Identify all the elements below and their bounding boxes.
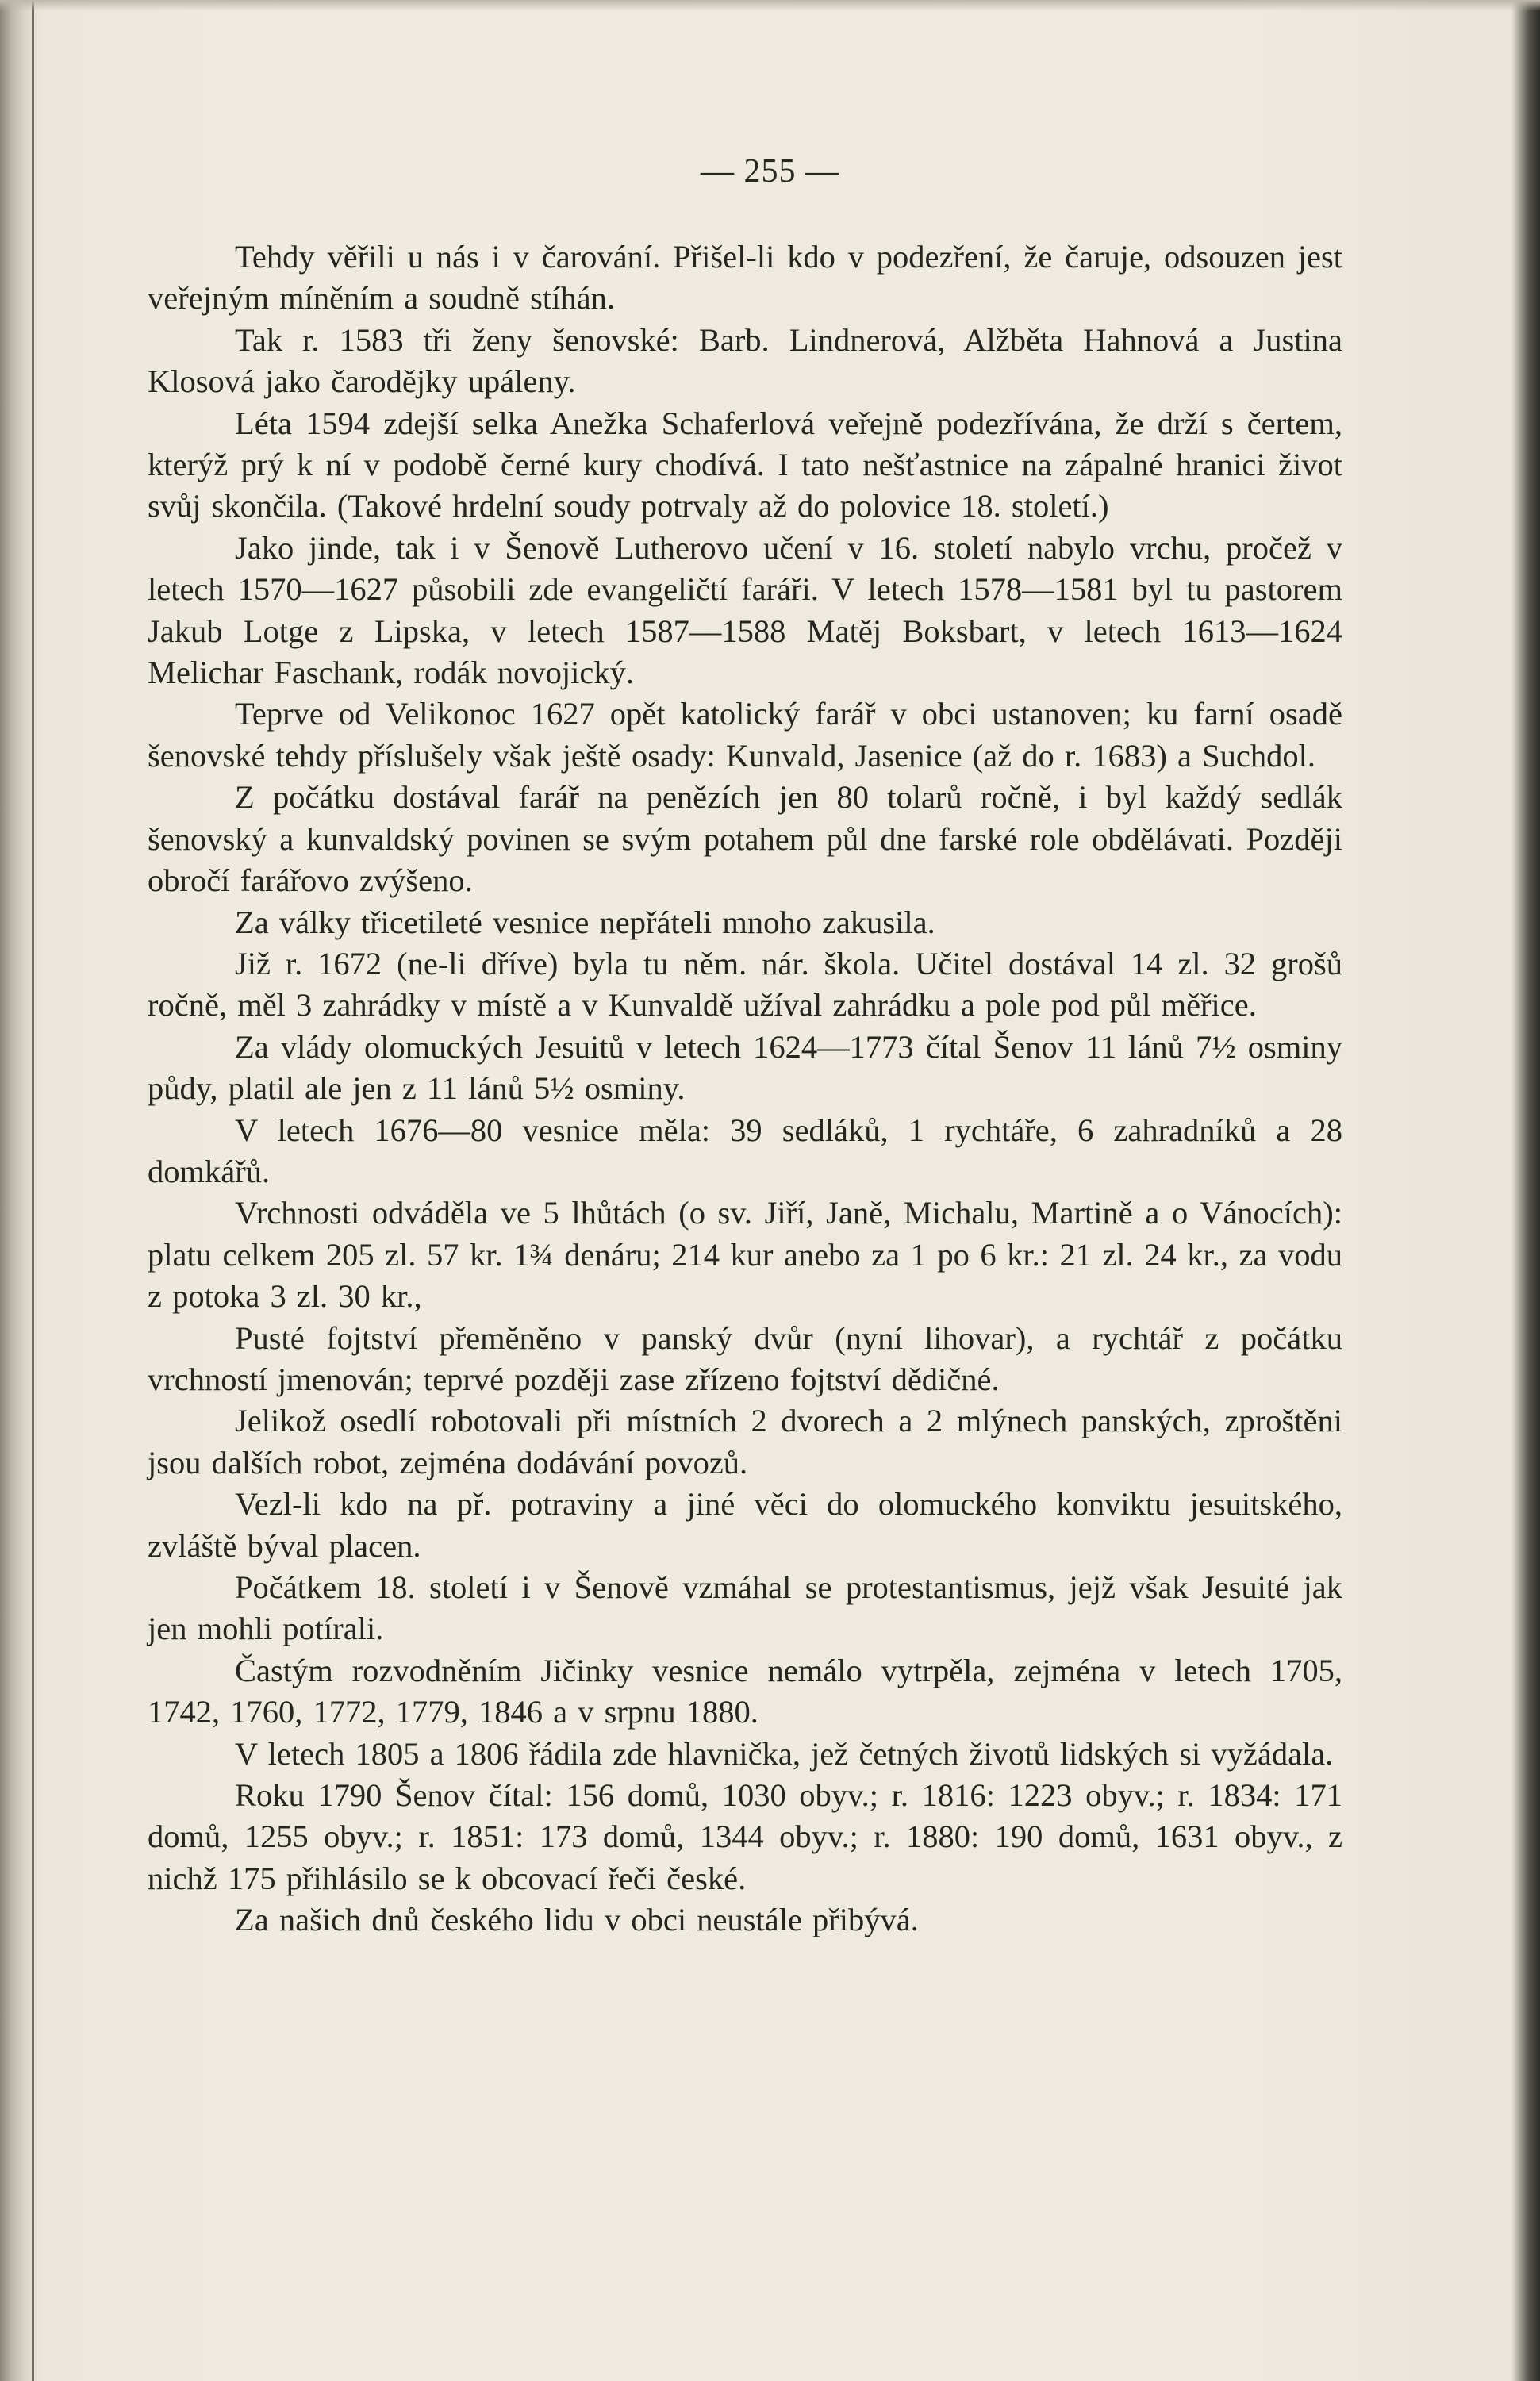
page-body — [148, 236, 1342, 1941]
paragraph: Léta 1594 zdejší selka Anežka Schaferlová veřejně podezřívána, že drží s čertem, kterýž prý k ní v podobě černé kury chodívá. I tato nešťastnice na zápalné hranici život svůj skončila. (Takové hrdelní soudy potrvaly až do polovice 18. století.) — [148, 405, 1342, 524]
paragraph: Jako jinde, tak i v Šenově Lutherovo učení v 16. století nabylo vrchu, pročež v letech 1570—1627 působili zde evangeličtí faráři. V letech 1578—1581 byl tu pastorem Jakub Lotge z Lipska, v letech 1587—1588 Matěj Boksbart, v letech 1613—1624 Melichar Faschank, rodák novojický. — [148, 529, 1342, 691]
paragraph: Za našich dnů českého lidu v obci neustále přibývá. — [235, 1902, 919, 1938]
paragraph: Tehdy věřili u nás i v čarování. Přišel-li kdo v podezření, že čaruje, odsouzen jest veřejným míněním a soudně stíhán. — [148, 239, 1342, 317]
paragraph: V letech 1805 a 1806 řádila zde hlavnička, jež četných životů lidských si vyžádala. — [235, 1735, 1334, 1772]
paragraph: Za války třicetileté vesnice nepřáteli mnoho zakusila. — [235, 904, 935, 940]
paragraph: Počátkem 18. století i v Šenově vzmáhal se protestantismus, jejž však Jesuité jak jen mohli potírali. — [148, 1569, 1342, 1647]
paragraph: Za vlády olomuckých Jesuitů v letech 1624—1773 čítal Šenov 11 lánů 7½ osminy půdy, platil ale jen z 11 lánů 5½ osminy. — [148, 1028, 1342, 1107]
paragraph: V letech 1676—80 vesnice měla: 39 sedláků, 1 rychtáře, 6 zahradníků a 28 domkářů. — [148, 1112, 1342, 1189]
paragraph: Roku 1790 Šenov čítal: 156 domů, 1030 obyv.; r. 1816: 1223 obyv.; r. 1834: 171 domů, 1255 obyv.; r. 1851: 173 domů, 1344 obyv.; r. 1880: 190 domů, 1631 obyv., z nichž 175 přihlásilo se k obcovací řeči české. — [148, 1777, 1342, 1896]
paragraph: Teprve od Velikonoc 1627 opět katolický farář v obci ustanoven; ku farní osadě šenovské tehdy příslušely však ještě osady: Kunvald, Jasenice (až do r. 1683) a Suchdol. — [148, 696, 1342, 774]
paragraph: Pusté fojtství přeměněno v panský dvůr (nyní lihovar), a rychtář z počátku vrchností jmenován; teprvé později zase zřízeno fojtství dědičné. — [148, 1319, 1342, 1397]
paragraph: Vrchnosti odváděla ve 5 lhůtách (o sv. Jiří, Janě, Michalu, Martině a o Vánocích): platu celkem 205 zl. 57 kr. 1¾ denáru; 214 kur anebo za 1 po 6 kr.: 21 zl. 24 kr., za vodu z potoka 3 zl. 30 kr., — [148, 1195, 1342, 1315]
paragraph: Tak r. 1583 tři ženy šenovské: Barb. Lindnerová, Alžběta Hahnová a Justina Klosová jako čarodějky upáleny. — [148, 321, 1342, 400]
paragraph: Jelikož osedlí robotovali při místních 2 dvorech a 2 mlýnech panských, zproštěni jsou dalších robot, zejména dodávání povozů. — [148, 1403, 1342, 1480]
paragraph: Z počátku dostával farář na penězích jen 80 tolarů ročně, i byl každý sedlák šenovský a kunvaldský povinen se svým potahem půl dne farské role obdělávati. Později obročí farářovo zvýšeno. — [148, 779, 1342, 899]
paragraph: Častým rozvodněním Jičinky vesnice nemálo vytrpěla, zejména v letech 1705, 1742, 1760, 1772, 1779, 1846 a v srpnu 1880. — [148, 1652, 1342, 1730]
page-number: — 255 — — [701, 153, 839, 190]
book-binding-right — [1511, 0, 1540, 2381]
spine-edge — [32, 0, 34, 2381]
page-top-edge — [0, 0, 1540, 11]
paragraph: Vezl-li kdo na př. potraviny a jiné věci do olomuckého konviktu jesuitského, zvláště býval placen. — [148, 1486, 1342, 1564]
paragraph: Již r. 1672 (ne-li dříve) byla tu něm. nár. škola. Učitel dostával 14 zl. 32 grošů ročně, měl 3 zahrádky v místě a v Kunvaldě užíval zahrádku a pole pod půl měřice. — [148, 945, 1342, 1023]
book-binding-left — [0, 0, 35, 2381]
